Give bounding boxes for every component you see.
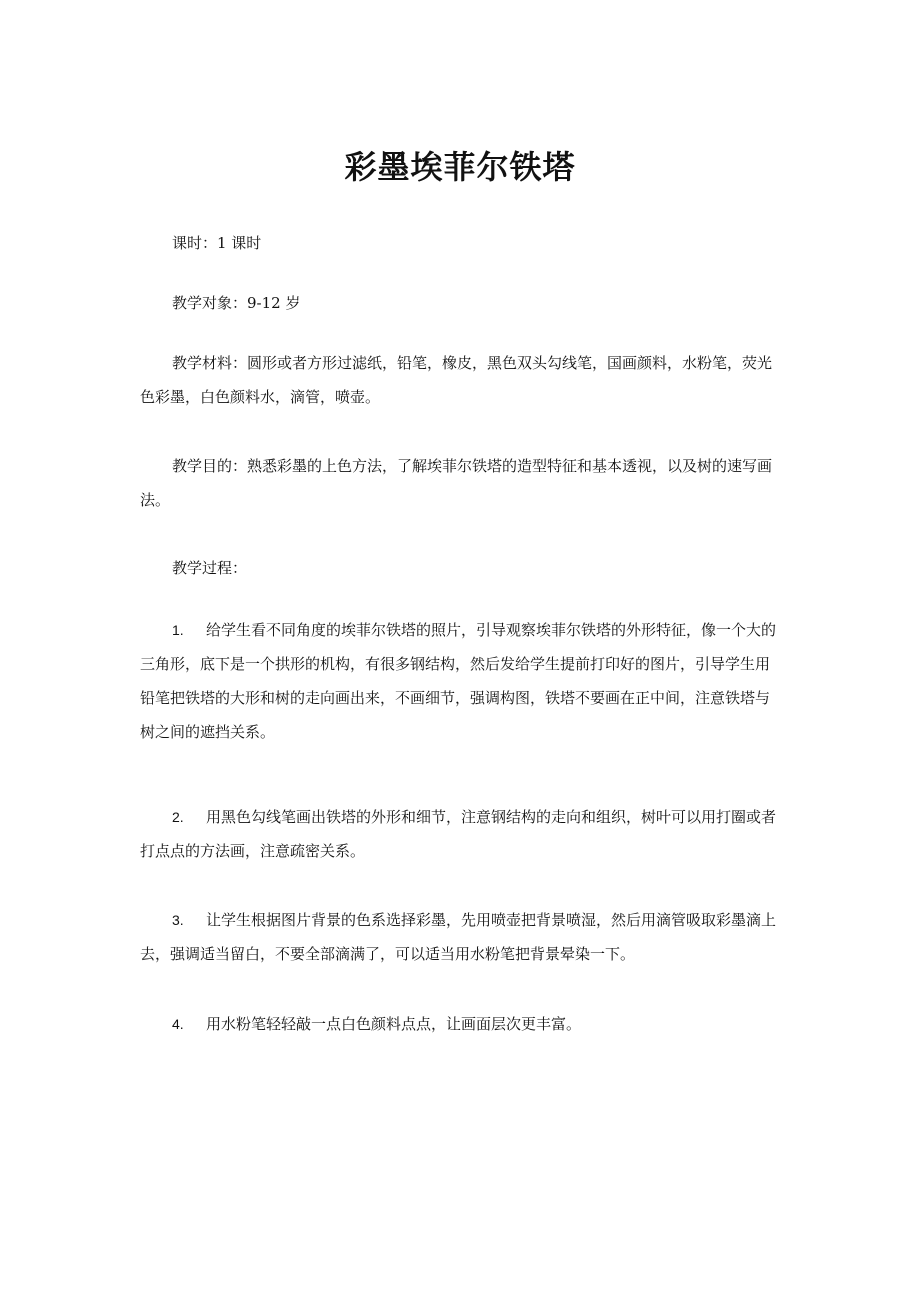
step-item xyxy=(140,1007,782,1041)
purpose-paragraph: 教学目的：熟悉彩墨的上色方法，了解埃菲尔铁塔的造型特征和基本透视，以及树的速写画法。 xyxy=(140,457,773,509)
step-number: 2. xyxy=(172,809,184,825)
step-item xyxy=(140,800,782,868)
step-item xyxy=(140,903,782,971)
materials-paragraph: 教学材料：圆形或者方形过滤纸，铅笔，橡皮，黑色双头勾线笔，国画颜料，水粉笔，荧光色彩墨，白色颜料水，滴管，喷壶。 xyxy=(140,354,773,406)
step-number: 1. xyxy=(172,622,184,638)
step-text: 用黑色勾线笔画出铁塔的外形和细节，注意钢结构的走向和组织，树叶可以用打圈或者打点点的方法画，注意疏密关系。 xyxy=(140,808,777,860)
document-title: 彩墨埃菲尔铁塔 xyxy=(344,148,576,186)
process-heading: 教学过程： xyxy=(172,559,248,577)
target-line: 教学对象：9-12 岁 xyxy=(172,294,301,312)
step-text: 用水粉笔轻轻敲一点白色颜料点点，让画面层次更丰富。 xyxy=(206,1015,582,1033)
step-text: 给学生看不同角度的埃菲尔铁塔的照片，引导观察埃菲尔铁塔的外形特征，像一个大的三角形，底下是一个拱形的机构，有很多钢结构，然后发给学生提前打印好的图片，引导学生用铅笔把铁塔的大形和树的走向画出来，不画细节，强调构图，铁塔不要画在正中间，注意铁塔与树之间的遮挡关系。 xyxy=(140,621,777,741)
step-number: 3. xyxy=(172,912,184,928)
class-hours-line: 课时：1 课时 xyxy=(172,234,262,252)
step-item xyxy=(140,613,782,749)
step-text: 让学生根据图片背景的色系选择彩墨，先用喷壶把背景喷湿，然后用滴管吸取彩墨滴上去，强调适当留白，不要全部滴满了，可以适当用水粉笔把背景晕染一下。 xyxy=(140,911,777,963)
step-number: 4. xyxy=(172,1016,184,1032)
